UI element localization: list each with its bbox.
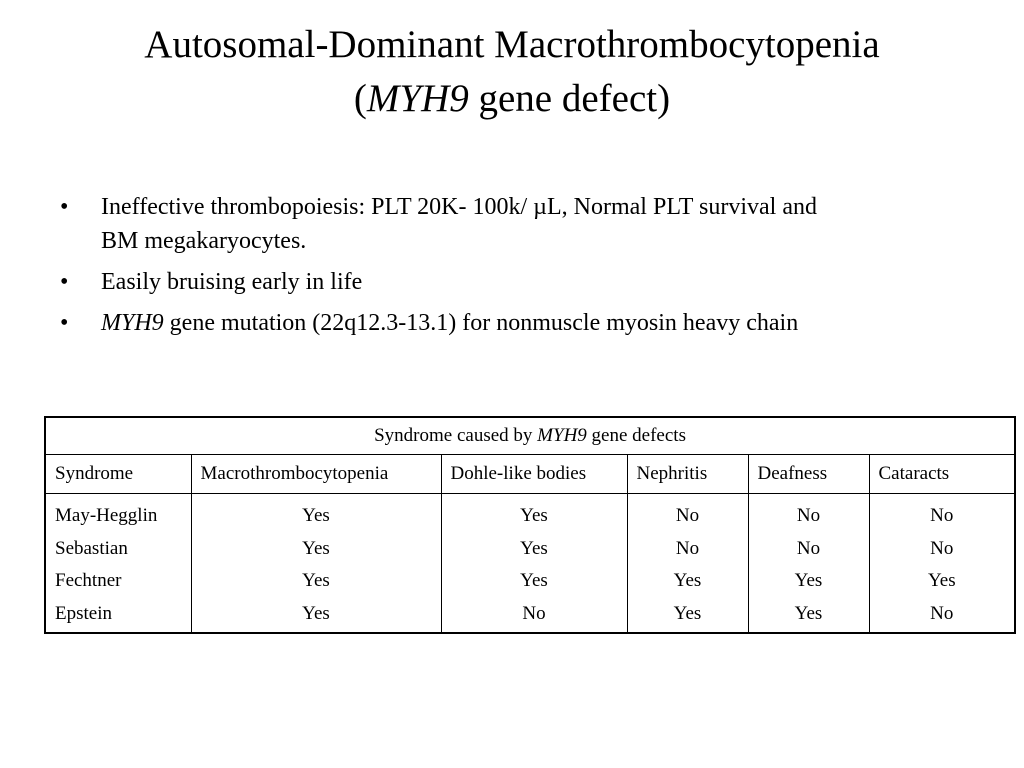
table-cell: Yes — [748, 598, 869, 634]
syndrome-table — [44, 416, 1016, 634]
title-gene-name: MYH9 — [366, 77, 469, 120]
column-header-macrothrombocytopenia: Macrothrombocytopenia — [191, 455, 441, 494]
bullet-gene-name: MYH9 — [101, 310, 164, 336]
table-row — [45, 494, 1015, 533]
table-cell: Yes — [627, 565, 748, 598]
syndrome-name-cell: Fechtner — [45, 565, 191, 598]
table-cell: Yes — [441, 494, 627, 533]
title-gene-suffix: gene defect) — [468, 77, 671, 120]
column-header-syndrome: Syndrome — [45, 455, 191, 494]
table-cell: No — [627, 494, 748, 533]
table-cell: Yes — [191, 533, 441, 566]
title-line-1: Autosomal-Dominant Macrothrombocytopenia — [144, 23, 880, 66]
bullet-item — [60, 306, 860, 340]
column-header-dohle-like-bodies: Dohle-like bodies — [441, 455, 627, 494]
bullet-item — [60, 190, 860, 258]
table-caption-row — [45, 417, 1015, 455]
table-cell: No — [441, 598, 627, 634]
slide-title — [0, 18, 1024, 126]
table-caption-gene: MYH9 — [537, 425, 587, 446]
table-cell: No — [930, 602, 954, 624]
title-open-paren: ( — [353, 77, 367, 120]
syndrome-name-cell: Sebastian — [45, 533, 191, 566]
bullet-text: Ineffective thrombopoiesis: PLT 20K- 100k/ µL, Normal PLT survival and BM megakaryocytes. — [101, 194, 817, 254]
bullet-item — [60, 265, 860, 299]
column-header-nephritis: Nephritis — [627, 455, 748, 494]
title-line-2 — [0, 72, 1024, 126]
table-row — [45, 565, 1015, 598]
table-caption-prefix: Syndrome caused by — [374, 425, 538, 446]
syndrome-name-cell: Epstein — [45, 598, 191, 634]
bullet-marker: • — [60, 194, 69, 220]
column-header-cataracts: Cataracts — [869, 455, 1015, 494]
table-row — [45, 533, 1015, 566]
table-cell: Yes — [191, 565, 441, 598]
table-caption — [45, 417, 1015, 455]
table-cell: No — [930, 505, 954, 527]
table-cell: Yes — [927, 570, 956, 592]
table-cell: No — [748, 494, 869, 533]
table-caption-suffix: gene defects — [586, 425, 686, 446]
table-row — [45, 598, 1015, 634]
table-cell: Yes — [441, 565, 627, 598]
table-cell: No — [748, 533, 869, 566]
bullet-marker: • — [60, 269, 69, 295]
column-header-deafness: Deafness — [748, 455, 869, 494]
table-cell: No — [930, 537, 954, 559]
syndrome-name-cell: May-Hegglin — [45, 494, 191, 533]
bullet-list — [60, 190, 860, 347]
bullet-text: gene mutation (22q12.3-13.1) for nonmuscle myosin heavy chain — [163, 310, 799, 336]
table-cell: Yes — [191, 598, 441, 634]
table-cell: No — [627, 533, 748, 566]
table-cell: Yes — [441, 533, 627, 566]
table-cell: Yes — [627, 598, 748, 634]
table-cell: Yes — [191, 494, 441, 533]
table-header-row — [45, 455, 1015, 494]
bullet-text: Easily bruising early in life — [101, 269, 363, 295]
bullet-marker: • — [60, 310, 69, 336]
table-cell: Yes — [748, 565, 869, 598]
